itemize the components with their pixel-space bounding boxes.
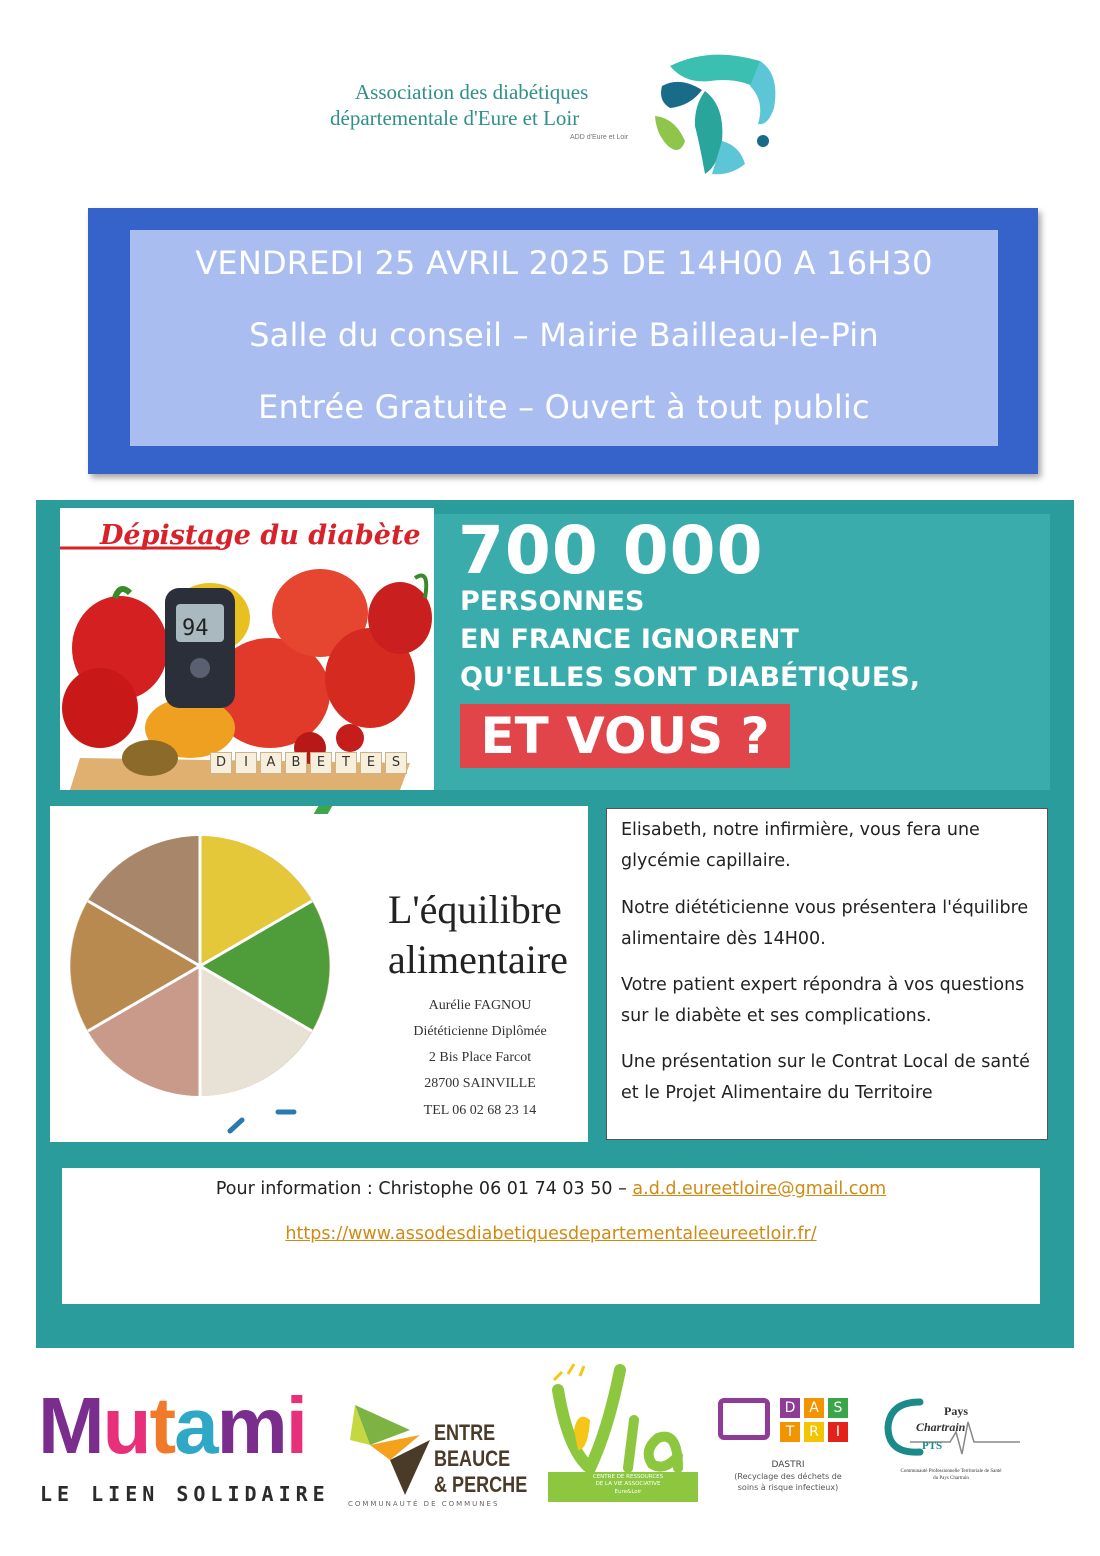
dietitian-address2: 28700 SAINVILLE	[424, 1076, 536, 1091]
dastri-letter: D	[780, 1398, 800, 1418]
dastri-letter: I	[828, 1422, 848, 1442]
dastri-letters	[780, 1398, 848, 1442]
dastri-description-2: soins à risque infectieux)	[737, 1483, 839, 1492]
letter-tile: D	[210, 752, 232, 774]
program-item-dietitian: Notre diététicienne vous présentera l'équilibre alimentaire dès 14H00.	[621, 898, 1029, 949]
mutami-letter: t	[149, 1381, 175, 1470]
cpts-pays: Pays	[944, 1404, 968, 1418]
dastri-letter: R	[804, 1422, 824, 1442]
association-logo-icon	[650, 46, 780, 178]
mutami-letter: i	[285, 1381, 307, 1470]
dietitian-address1: 2 Bis Place Farcot	[428, 1050, 532, 1065]
website-link[interactable]: https://www.assodesdiabetiquesdepartementaleeureetloir.fr/	[285, 1224, 817, 1244]
dietitian-name: Aurélie FAGNOU	[428, 998, 532, 1013]
diabetes-letter-tiles	[210, 752, 407, 774]
event-date-time: VENDREDI 25 AVRIL 2025 DE 14H00 A 16H30	[195, 244, 933, 282]
statistic-line-1: PERSONNES	[460, 586, 645, 617]
mutami-tagline: LE LIEN SOLIDAIRE	[40, 1482, 330, 1506]
mutami-letter: M	[38, 1381, 103, 1470]
contact-line	[62, 1179, 1040, 1199]
statistic-number: 700 000	[458, 512, 764, 589]
association-name-line1: Association des diabétiques	[355, 80, 589, 104]
contact-text: Pour information : Christophe 06 01 74 03 50 –	[215, 1179, 633, 1199]
glucometer-reading: 94	[182, 616, 209, 641]
program-item-presentation: Une présentation sur le Contrat Local de santé et le Projet Alimentaire du Territoire	[621, 1052, 1030, 1103]
ebp-subtitle: COMMUNAUTÉ DE COMMUNES	[348, 1500, 500, 1508]
dastri-label: DASTRI	[771, 1460, 805, 1470]
dastri-letter: T	[780, 1422, 800, 1442]
program-item-patient-expert: Votre patient expert répondra à vos questions sur le diabète et ses complications.	[621, 975, 1025, 1026]
mutami-letter: a	[174, 1381, 217, 1470]
et-vous-banner: ET VOUS ?	[460, 704, 790, 768]
mutami-wordmark	[38, 1381, 306, 1470]
cpts-letters: PTS	[922, 1440, 943, 1452]
food-wheel-illustration	[50, 806, 380, 1142]
mutami-logo	[38, 1381, 307, 1470]
nutrition-title-line2: alimentaire	[388, 937, 568, 982]
cpts-description-1: Communauté Professionnelle Territoriale de Santé	[900, 1469, 1002, 1474]
entre-beauce-perche-logo-icon	[350, 1400, 440, 1500]
statistic-line-3: QU'ELLES SONT DIABÉTIQUES,	[460, 662, 920, 693]
program-box	[606, 808, 1048, 1140]
dietitian-phone: TEL 06 02 68 23 14	[423, 1103, 537, 1118]
via-subtitle-1: CENTRE DE RESSOURCES	[592, 1474, 664, 1480]
letter-tile: A	[260, 752, 282, 774]
ebp-line1: ENTRE	[434, 1420, 496, 1445]
dastri-description-1: (Recyclage des déchets de	[734, 1472, 842, 1481]
letter-tile: S	[385, 752, 407, 774]
dastri-letter: A	[804, 1398, 824, 1418]
mutami-letter: u	[102, 1381, 150, 1470]
letter-tile: I	[235, 752, 257, 774]
dastri-letter: S	[828, 1398, 848, 1418]
mutami-letter: m	[216, 1381, 286, 1470]
association-name-line2: départementale d'Eure et Loir	[330, 106, 580, 130]
contact-box	[62, 1168, 1040, 1304]
statistic-line-2: EN FRANCE IGNORENT	[460, 624, 799, 655]
website-line	[62, 1224, 1040, 1244]
via-subtitle-3: Eure&Loir	[614, 1489, 642, 1495]
program-item-nurse: Elisabeth, notre infirmière, vous fera une glycémie capillaire.	[621, 820, 980, 871]
via-subtitle-2: DE LA VIE ASSOCIATIVE	[595, 1481, 661, 1487]
event-location: Salle du conseil – Mairie Bailleau-le-Pin	[249, 316, 879, 354]
cpts-chartrain: Chartrain	[916, 1420, 966, 1434]
nutrition-card	[50, 806, 588, 1142]
association-short-name: ADD d'Eure et Loir	[570, 134, 629, 141]
nutrition-title-line1: L'équilibre	[388, 887, 562, 932]
dastri-screen-icon	[718, 1398, 770, 1440]
event-box-inner	[130, 230, 998, 446]
screening-title: Dépistage du diabète	[100, 520, 421, 551]
letter-tile: E	[310, 752, 332, 774]
letter-tile: T	[335, 752, 357, 774]
via-name	[630, 1380, 632, 1381]
cpts-description-2: du Pays Chartrain	[933, 1476, 969, 1481]
diabetes-screening-image	[60, 508, 434, 790]
event-entry: Entrée Gratuite – Ouvert à tout public	[258, 388, 870, 426]
letter-tile: E	[360, 752, 382, 774]
letter-tile: B	[285, 752, 307, 774]
ebp-line2: BEAUCE	[434, 1446, 511, 1471]
email-link[interactable]: a.d.d.eureetloire@gmail.com	[632, 1179, 887, 1199]
ebp-line3: & PERCHE	[434, 1472, 528, 1497]
dietitian-role: Diététicienne Diplômée	[413, 1024, 547, 1039]
